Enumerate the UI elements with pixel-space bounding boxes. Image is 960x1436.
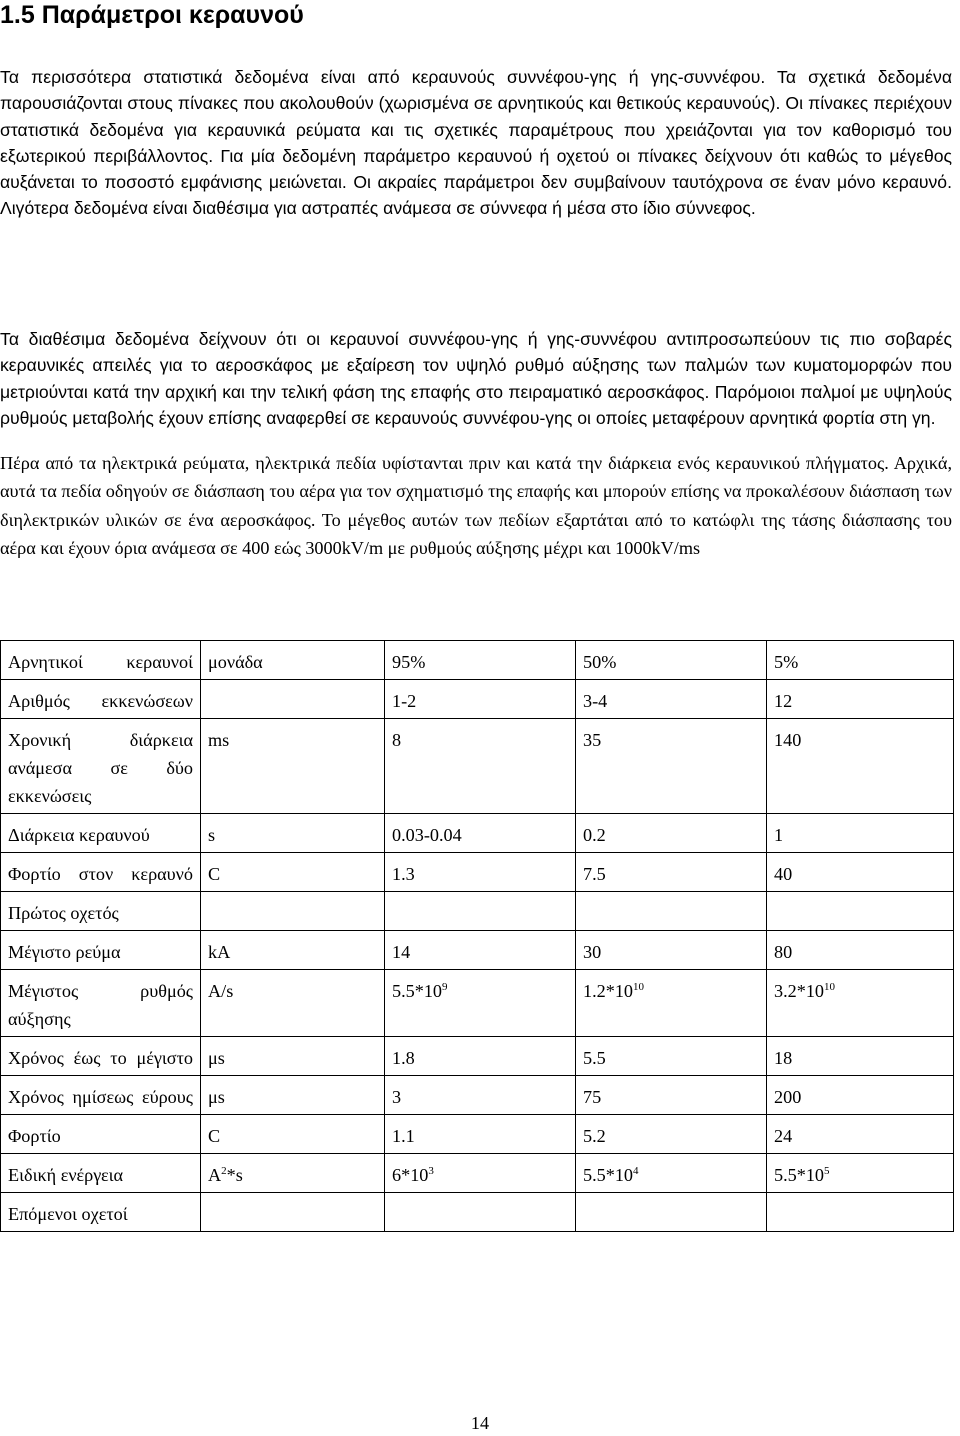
section-heading: 1.5 Παράμετροι κεραυνού: [0, 1, 304, 29]
value-5-cell: 140: [767, 719, 954, 814]
value-5-cell: 24: [767, 1115, 954, 1154]
value-exponent: 10: [633, 980, 645, 993]
value-base: 6*10: [392, 1165, 429, 1185]
table-row: [1, 814, 954, 853]
value-50-cell: 50%: [576, 641, 767, 680]
value-exponent: 5: [824, 1164, 830, 1177]
table-row: [1, 1115, 954, 1154]
page-number: 14: [470, 1413, 490, 1433]
value-50-cell: 75: [576, 1076, 767, 1115]
paragraph-threats: Τα διαθέσιμα δεδομένα δείχνουν ότι οι κεραυνοί συννέφου-γης ή γης-συννέφου αντιπροσωπεύουν τις πιο σοβαρές κεραυνικές απειλές για το αεροσκάφος με εξαίρεση τον υψηλό ρυθμό αύξησης των παλμών των κυματομορφών που μετριούνται κατά την αρχική και την τελική φάση της επαφής στο πειραματικό αεροσκάφος. Παρόμοιοι παλμοί με υψηλούς ρυθμούς μεταβολής έχουν επίσης αναφερθεί σε κεραυνούς συννέφου-γης οι οποίες μεταφέρουν αρνητικά φορτία στη γη.: [0, 329, 952, 428]
value-50-cell: [576, 970, 767, 1037]
row-label: Ειδική ενέργεια: [1, 1154, 201, 1193]
value-50-cell: 30: [576, 931, 767, 970]
value-base: 5.5*10: [392, 981, 443, 1001]
paragraph-electric-fields: Πέρα από τα ηλεκτρικά ρεύματα, ηλεκτρικά πεδία υφίστανται πριν και κατά την διάρκεια ενός κεραυνικού πλήγματος. Αρχικά, αυτά τα πεδία οδηγούν σε διάσπαση του αέρα για τον σχηματισμό της επαφής και μπορούν επίσης να προκαλέσουν διάσπαση των διηλεκτρικών υλικών σε ένα αεροσκάφος. Το μέγεθος αυτών των πεδίων εξαρτάται από το κατώφλι της τάσης διάσπασης του αέρα και έχουν όρια ανάμεσα σε 400 εώς 3000kV/m με ρυθμούς αύξησης μέχρι και 1000kV/ms: [0, 453, 952, 559]
value-50-cell: 0.2: [576, 814, 767, 853]
value-base: 1.2*10: [583, 981, 634, 1001]
unit-cell: A/s: [201, 970, 385, 1037]
row-label: Διάρκεια κεραυνού: [1, 814, 201, 853]
value-5-cell: 80: [767, 931, 954, 970]
table-row: [1, 931, 954, 970]
row-label: Αριθμός εκκενώσεων: [1, 680, 201, 719]
value-95-cell: [385, 1154, 576, 1193]
unit-cell: C: [201, 1115, 385, 1154]
value-50-cell: 3-4: [576, 680, 767, 719]
table-row: [1, 719, 954, 814]
lightning-parameters-table: [0, 640, 954, 1232]
row-label: Μέγιστος ρυθμός αύξησης: [1, 970, 201, 1037]
unit-cell: ms: [201, 719, 385, 814]
value-95-cell: 14: [385, 931, 576, 970]
table-row: [1, 680, 954, 719]
unit-cell: s: [201, 814, 385, 853]
row-label: Χρόνος έως το μέγιστο: [1, 1037, 201, 1076]
row-label: Πρώτος οχετός: [1, 892, 201, 931]
value-50-cell: 5.5: [576, 1037, 767, 1076]
value-95-cell: 1.8: [385, 1037, 576, 1076]
value-95-cell: 1-2: [385, 680, 576, 719]
row-label: Χρονική διάρκεια ανάμεσα σε δύο εκκενώσεις: [1, 719, 201, 814]
row-label: Αρνητικοί κεραυνοί: [1, 641, 201, 680]
unit-cell: kA: [201, 931, 385, 970]
value-95-cell: 95%: [385, 641, 576, 680]
unit-suffix: *s: [226, 1165, 243, 1185]
value-95-cell: 1.3: [385, 853, 576, 892]
value-base: 5.5*10: [583, 1165, 634, 1185]
table-row: [1, 892, 954, 931]
table-row: [1, 970, 954, 1037]
value-exponent: 10: [824, 980, 836, 993]
value-5-cell: [767, 1193, 954, 1232]
value-5-cell: [767, 892, 954, 931]
value-exponent: 4: [633, 1164, 639, 1177]
value-50-cell: [576, 1193, 767, 1232]
value-5-cell: 40: [767, 853, 954, 892]
value-95-cell: 0.03-0.04: [385, 814, 576, 853]
table-row: [1, 1193, 954, 1232]
table-row: [1, 641, 954, 680]
value-5-cell: 5%: [767, 641, 954, 680]
value-base: 5.5*10: [774, 1165, 825, 1185]
value-50-cell: [576, 1154, 767, 1193]
value-50-cell: 7.5: [576, 853, 767, 892]
value-50-cell: 5.2: [576, 1115, 767, 1154]
value-95-cell: 1.1: [385, 1115, 576, 1154]
value-95-cell: 8: [385, 719, 576, 814]
unit-cell: [201, 892, 385, 931]
row-label: Φορτίο: [1, 1115, 201, 1154]
row-label: Φορτίο στον κεραυνό: [1, 853, 201, 892]
unit-cell: μs: [201, 1076, 385, 1115]
table-row: [1, 1076, 954, 1115]
unit-base: A: [208, 1165, 222, 1185]
unit-exponent: 2: [221, 1164, 227, 1177]
paragraph-statistics: Τα περισσότερα στατιστικά δεδομένα είναι από κεραυνούς συννέφου-γης ή γης-συννέφου. Τα σχετικά δεδομένα παρουσιάζονται στους πίνακες που ακολουθούν (χωρισμένα σε αρνητικούς και θετικούς κεραυνούς). Οι πίνακες περιέχουν στατιστικά δεδομένα για κεραυνικά ρεύματα και τις σχετικές παραμέτρους που χρειάζονται για τον καθορισμό του εξωτερικού περιβάλλοντος. Για μία δεδομένη παράμετρο κεραυνού ή οχετού οι πίνακες δείχνουν ότι καθώς το μέγεθος αυξάνεται το ποσοστό εμφάνισης μειώνεται. Οι ακραίες παράμετροι δεν συμβαίνουν ταυτόχρονα σε έναν μόνο κεραυνό. Λιγότερα δεδομένα είναι διαθέσιμα για αστραπές ανάμεσα σε σύννεφα ή μέσα στο ίδιο σύννεφος.: [0, 67, 952, 219]
table-row: [1, 1037, 954, 1076]
unit-cell: μονάδα: [201, 641, 385, 680]
value-50-cell: 35: [576, 719, 767, 814]
value-5-cell: 200: [767, 1076, 954, 1115]
unit-cell: [201, 1154, 385, 1193]
value-base: 3.2*10: [774, 981, 825, 1001]
value-95-cell: 3: [385, 1076, 576, 1115]
value-95-cell: [385, 1193, 576, 1232]
value-5-cell: [767, 970, 954, 1037]
value-5-cell: 1: [767, 814, 954, 853]
row-label: Μέγιστο ρεύμα: [1, 931, 201, 970]
unit-cell: [201, 1193, 385, 1232]
value-95-cell: [385, 892, 576, 931]
unit-cell: [201, 680, 385, 719]
row-label: Χρόνος ημίσεως εύρους: [1, 1076, 201, 1115]
value-95-cell: [385, 970, 576, 1037]
value-5-cell: 12: [767, 680, 954, 719]
table-row: [1, 853, 954, 892]
unit-cell: μs: [201, 1037, 385, 1076]
unit-cell: C: [201, 853, 385, 892]
value-5-cell: 18: [767, 1037, 954, 1076]
value-50-cell: [576, 892, 767, 931]
table-row: [1, 1154, 954, 1193]
row-label: Επόμενοι οχετοί: [1, 1193, 201, 1232]
value-5-cell: [767, 1154, 954, 1193]
value-exponent: 3: [428, 1164, 434, 1177]
value-exponent: 9: [442, 980, 448, 993]
